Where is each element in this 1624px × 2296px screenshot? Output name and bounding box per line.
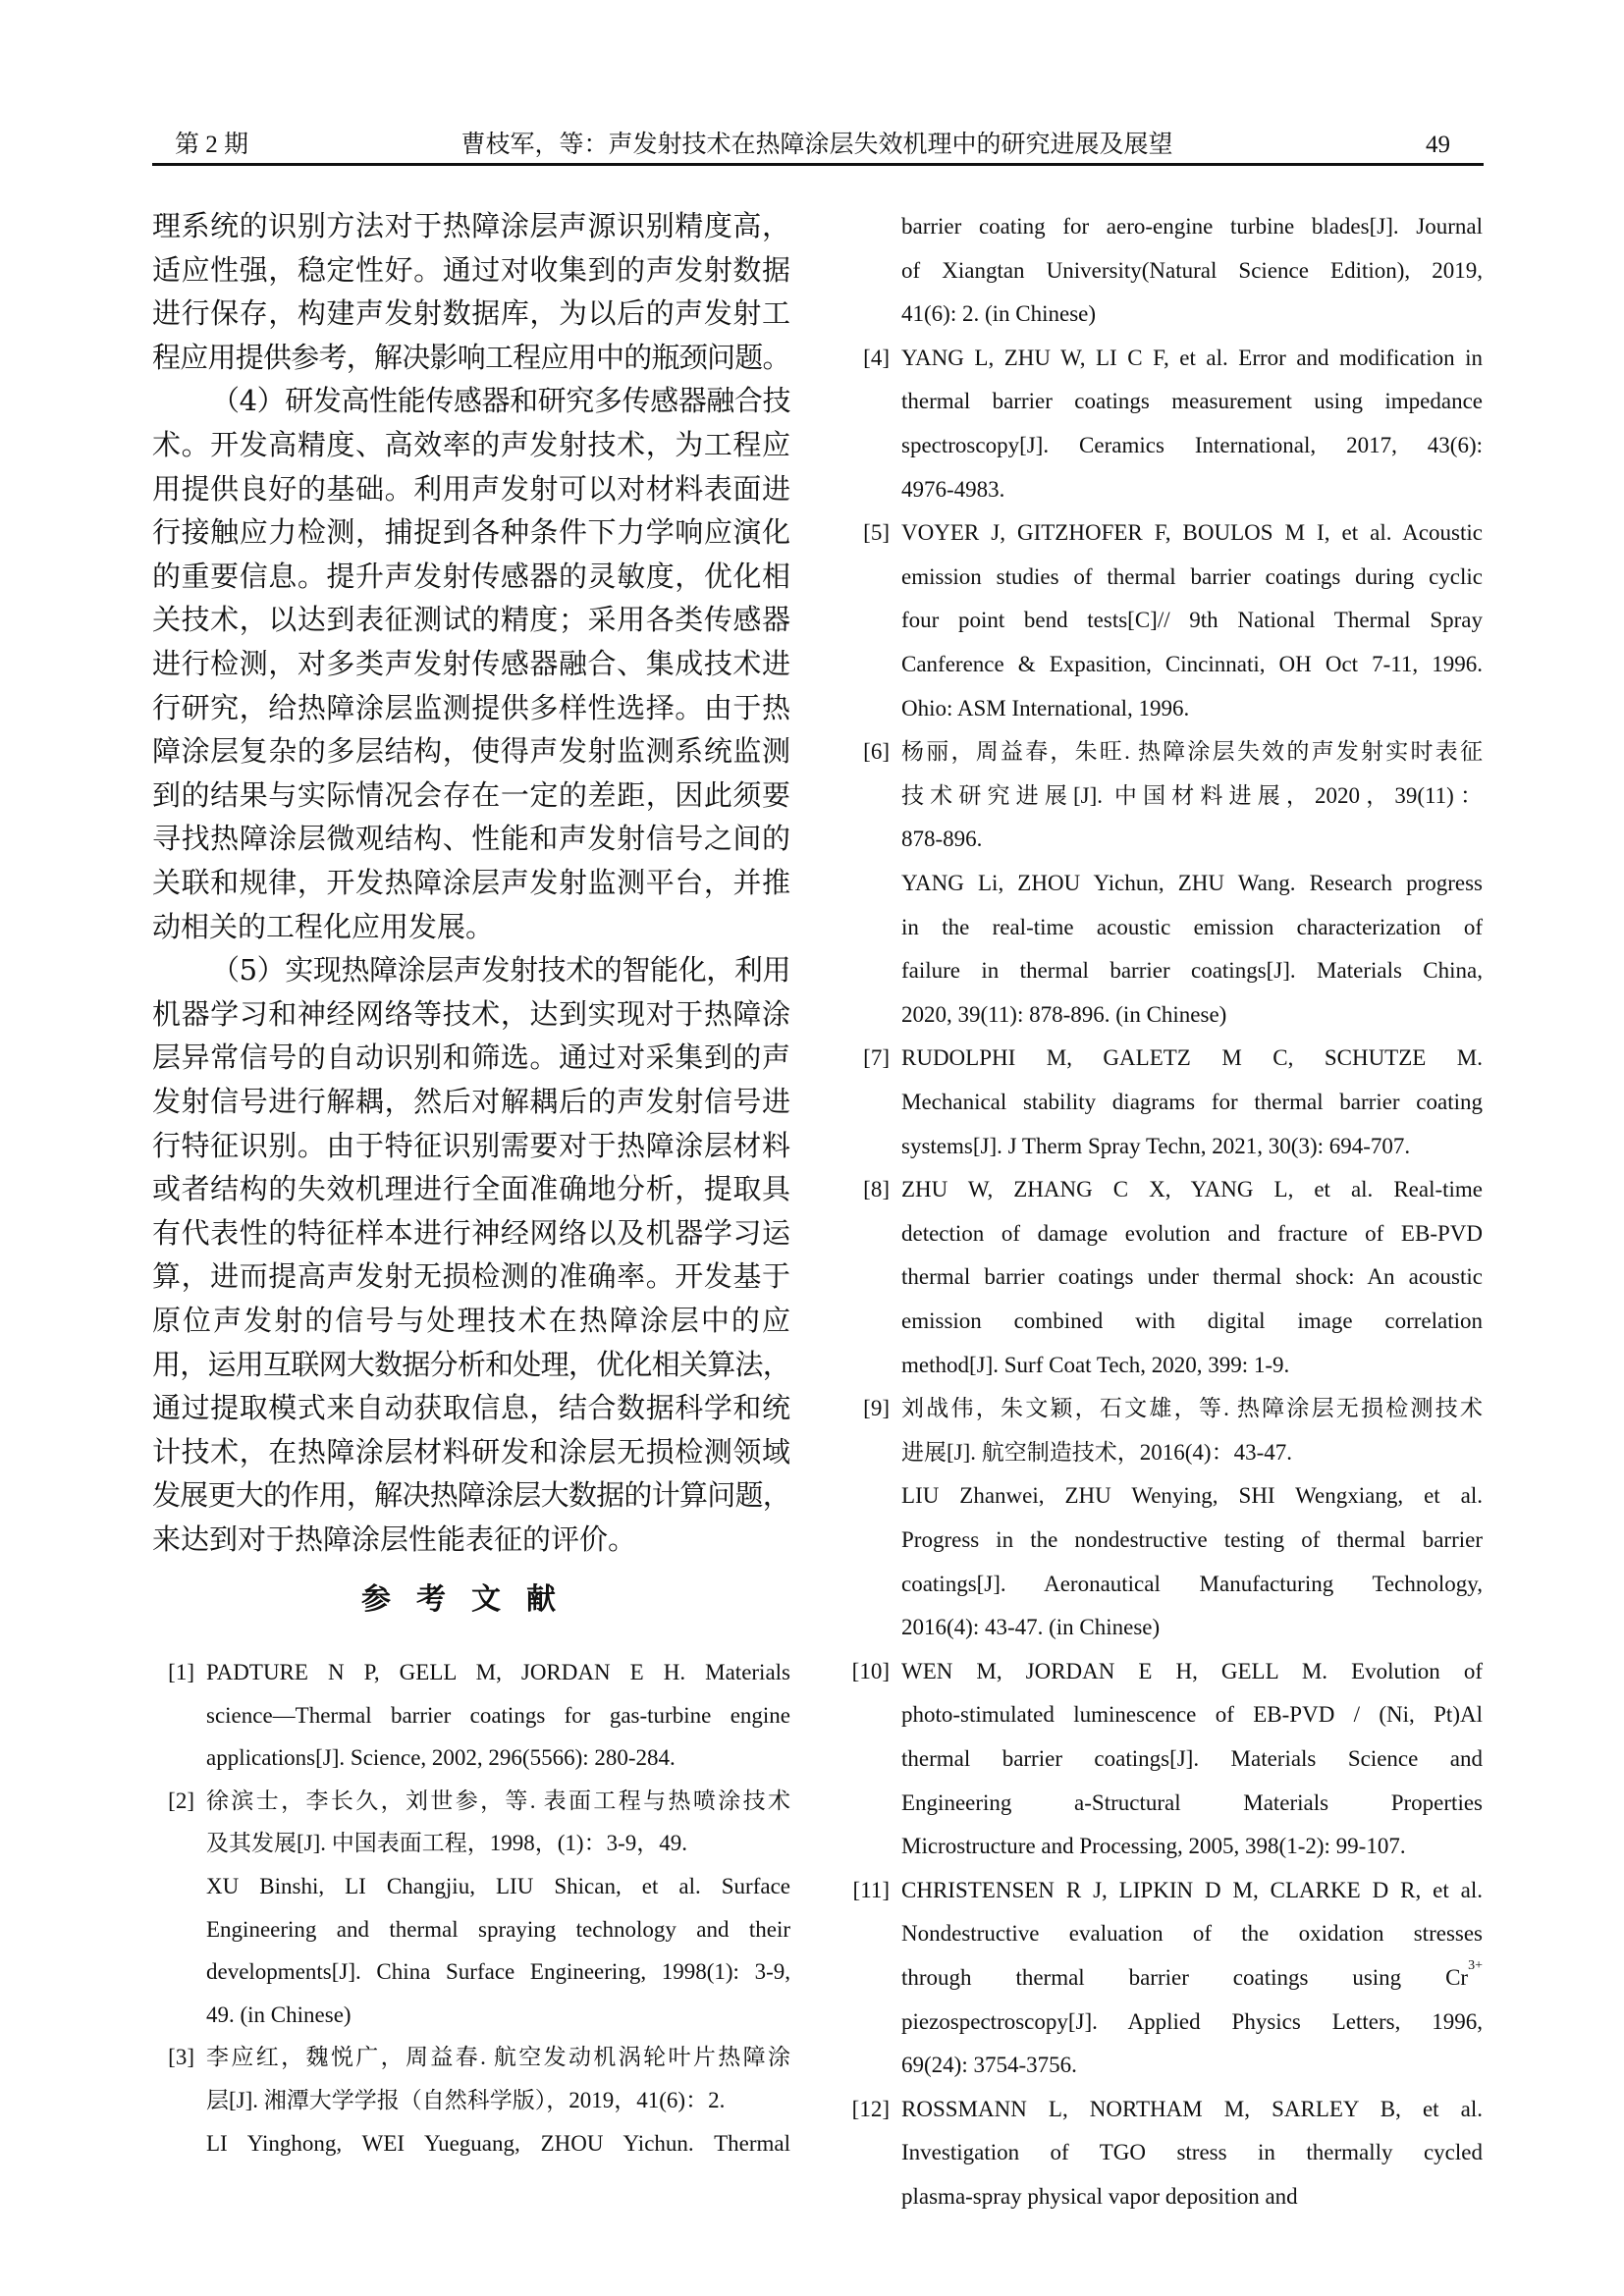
reference-line: 刘战伟，朱文颖，石文雄，等. 热障涂层无损检测技术 <box>901 1396 1483 1421</box>
reference-number: [4] <box>863 345 890 370</box>
body-line: 术。开发高精度、高效率的声发射技术，为工程应 <box>152 428 790 461</box>
reference-line-text: through thermal barrier coatings using Cr <box>901 1965 1469 1990</box>
reference-line: YANG L, ZHU W, LI C F, et al. Error and modification in <box>901 345 1483 370</box>
reference-line: 878-896. <box>901 827 983 852</box>
body-line: 原位声发射的信号与处理技术在热障涂层中的应 <box>152 1304 790 1337</box>
body-line: 机器学习和神经网络等技术，达到实现对于热障涂 <box>152 996 790 1031</box>
reference-number: [2] <box>168 1788 194 1813</box>
reference-line: failure in thermal barrier coatings[J]. Materials China, <box>901 958 1483 984</box>
reference-line: 41(6): 2. (in Chinese) <box>901 301 1097 327</box>
reference-line: LIU Zhanwei, ZHU Wenying, SHI Wengxiang, et al. <box>901 1483 1483 1509</box>
reference-line: four point bend tests[C]// 9th National Thermal Spray <box>901 608 1483 633</box>
reference-line: developments[J]. China Surface Engineering, 1998(1): 3-9, <box>206 1959 790 1985</box>
reference-line <box>901 1956 1483 2000</box>
reference-line: Investigation of TGO stress in thermally cycled <box>901 2140 1483 2165</box>
body-line: （5）实现热障涂层声发射技术的智能化，利用 <box>211 953 790 988</box>
superscript: 3+ <box>1468 1958 1483 1973</box>
reference-line: 2020, 39(11): 878-896. (in Chinese) <box>901 1001 1227 1027</box>
reference-line: Ohio: ASM International, 1996. <box>901 695 1190 721</box>
reference-line: 进展[J]. 航空制造技术，2016(4)：43-47. <box>901 1439 1292 1465</box>
body-line: 计技术，在热障涂层材料研发和涂层无损检测领域 <box>152 1434 790 1468</box>
body-line: 进行检测，对多类声发射传感器融合、集成技术进 <box>152 647 790 680</box>
body-line: 关联和规律，开发热障涂层声发射监测平台，并推 <box>152 866 790 899</box>
body-line: 有代表性的特征样本进行神经网络以及机器学习运 <box>152 1215 790 1250</box>
body-line: 行特征识别。由于特征识别需要对于热障涂层材料 <box>152 1128 790 1162</box>
reference-line: 徐滨士，李长久，刘世参，等. 表面工程与热喷涂技术 <box>206 1788 790 1813</box>
body-line: 动相关的工程化应用发展。 <box>152 909 495 943</box>
reference-line: Mechanical stability diagrams for thermal barrier coating <box>901 1090 1483 1114</box>
reference-number: [9] <box>863 1396 890 1421</box>
reference-line: 4976-4983. <box>901 476 1005 502</box>
reference-line: PADTURE N P, GELL M, JORDAN E H. Materials <box>206 1660 790 1684</box>
running-title: 曹枝军，等：声发射技术在热障涂层失效机理中的研究进展及展望 <box>460 132 1173 158</box>
body-line: 程应用提供参考，解决影响工程应用中的瓶颈问题。 <box>152 340 790 374</box>
body-line: 发展更大的作用，解决热障涂层大数据的计算问题， <box>152 1478 790 1513</box>
reference-line: applications[J]. Science, 2002, 296(5566): 280-284. <box>206 1745 676 1771</box>
reference-line: of Xiangtan University(Natural Science Edition), 2019, <box>901 257 1483 283</box>
reference-line: Canference & Expasition, Cincinnati, OH Oct 7-11, 1996. <box>901 652 1483 676</box>
body-line: 发射信号进行解耦，然后对解耦后的声发射信号进 <box>152 1085 790 1118</box>
reference-line: emission studies of thermal barrier coatings during cyclic <box>901 563 1483 589</box>
body-line: 行接触应力检测，捕捉到各种条件下力学响应演化 <box>152 515 790 550</box>
reference-number: [3] <box>168 2045 194 2070</box>
body-line: 或者结构的失效机理进行全面准确地分析，提取具 <box>152 1172 790 1206</box>
body-line: 用，运用互联网大数据分析和处理，优化相关算法， <box>152 1347 790 1381</box>
reference-line: 李应红，魏悦广，周益春. 航空发动机涡轮叶片热障涂 <box>206 2045 790 2070</box>
reference-line: spectroscopy[J]. Ceramics International, 2017, 43(6): <box>901 433 1483 457</box>
reference-line: 及其发展[J]. 中国表面工程，1998，(1)：3-9，49. <box>206 1831 687 1856</box>
reference-line: Microstructure and Processing, 2005, 398(1-2): 99-107. <box>901 1834 1406 1859</box>
reference-line: piezospectroscopy[J]. Applied Physics Letters, 1996, <box>901 2008 1483 2034</box>
reference-line: ZHU W, ZHANG C X, YANG L, et al. Real-time <box>901 1177 1483 1202</box>
reference-line: VOYER J, GITZHOFER F, BOULOS M I, et al. Acoustic <box>901 520 1483 546</box>
reference-line: plasma-spray physical vapor deposition and <box>901 2184 1298 2209</box>
body-line: 层异常信号的自动识别和筛选。通过对采集到的声 <box>152 1041 790 1075</box>
reference-number: [10] <box>851 1658 890 1683</box>
reference-line: ROSSMANN L, NORTHAM M, SARLEY B, et al. <box>901 2096 1483 2121</box>
body-line: 理系统的识别方法对于热障涂层声源识别精度高， <box>152 209 790 242</box>
reference-number: [6] <box>863 739 890 765</box>
reference-number: [7] <box>863 1045 890 1071</box>
body-line: 关技术，以达到表征测试的精度；采用各类传感器 <box>152 603 790 637</box>
reference-line: barrier coating for aero-engine turbine blades[J]. Journal <box>901 214 1483 239</box>
reference-line: in the real-time acoustic emission characterization of <box>901 914 1483 939</box>
reference-line: 杨丽，周益春，朱旺. 热障涂层失效的声发射实时表征 <box>901 739 1483 765</box>
reference-line: thermal barrier coatings under thermal shock: An acoustic <box>901 1264 1483 1290</box>
reference-line: photo-stimulated luminescence of EB-PVD / (Ni, Pt)Al <box>901 1702 1483 1728</box>
journal-issue: 第 2 期 <box>175 132 249 158</box>
reference-line: YANG Li, ZHOU Yichun, ZHU Wang. Research progress <box>901 871 1483 895</box>
reference-line: science—Thermal barrier coatings for gas-turbine engine <box>206 1702 790 1728</box>
body-line: 算，进而提高声发射无损检测的准确率。开发基于 <box>152 1259 790 1294</box>
reference-line: Engineering a-Structural Materials Properties <box>901 1789 1483 1815</box>
reference-line: coatings[J]. Aeronautical Manufacturing Technology, <box>901 1571 1483 1596</box>
reference-line: 69(24): 3754-3756. <box>901 2053 1077 2078</box>
reference-line: WEN M, JORDAN E H, GELL M. Evolution of <box>901 1658 1483 1683</box>
body-line: 适应性强，稳定性好。通过对收集到的声发射数据 <box>152 252 790 287</box>
body-line: 的重要信息。提升声发射传感器的灵敏度，优化相 <box>152 559 790 593</box>
reference-line: 技术研究进展[J]. 中国材料进展，2020，39(11)： <box>901 782 1483 808</box>
references-heading: 参考文献 <box>361 1582 581 1617</box>
body-line: 通过提取模式来自动获取信息，结合数据科学和统 <box>152 1391 790 1425</box>
reference-line: RUDOLPHI M, GALETZ M C, SCHUTZE M. <box>901 1045 1483 1071</box>
reference-number: [11] <box>852 1877 890 1902</box>
reference-number: [12] <box>851 2096 890 2121</box>
page-number: 49 <box>1426 132 1450 158</box>
reference-line: emission combined with digital image correlation <box>901 1308 1483 1333</box>
body-line: 用提供良好的基础。利用声发射可以对材料表面进 <box>152 471 790 506</box>
reference-line: thermal barrier coatings[J]. Materials Science and <box>901 1746 1483 1771</box>
body-line: 行研究，给热障涂层监测提供多样性选择。由于热 <box>152 690 790 724</box>
body-line: 到的结果与实际情况会存在一定的差距，因此须要 <box>152 777 790 812</box>
reference-line: 49. (in Chinese) <box>206 2002 352 2027</box>
reference-line: thermal barrier coatings measurement using impedance <box>901 389 1483 414</box>
reference-number: [1] <box>168 1660 194 1684</box>
body-line: 进行保存，构建声发射数据库，为以后的声发射工 <box>152 296 790 331</box>
body-line: 障涂层复杂的多层结构，使得声发射监测系统监测 <box>152 734 790 769</box>
body-line: 来达到对于热障涂层性能表征的评价。 <box>152 1522 637 1556</box>
header-rule <box>152 163 1484 166</box>
body-line: 寻找热障涂层微观结构、性能和声发射信号之间的 <box>152 822 790 856</box>
reference-line: XU Binshi, LI Changjiu, LIU Shican, et al. Surface <box>206 1874 790 1898</box>
reference-line: Engineering and thermal spraying technology and their <box>206 1916 790 1942</box>
reference-line: Progress in the nondestructive testing of thermal barrier <box>901 1527 1483 1552</box>
reference-line: LI Yinghong, WEI Yueguang, ZHOU Yichun. Thermal <box>206 2130 790 2156</box>
reference-number: [5] <box>863 520 890 546</box>
reference-line: detection of damage evolution and fracture of EB-PVD <box>901 1220 1483 1246</box>
reference-line: 2016(4): 43-47. (in Chinese) <box>901 1615 1161 1640</box>
reference-number: [8] <box>863 1177 890 1202</box>
reference-line: method[J]. Surf Coat Tech, 2020, 399: 1-9. <box>901 1352 1290 1377</box>
reference-line: Nondestructive evaluation of the oxidation stresses <box>901 1921 1483 1947</box>
body-line: （4）研发高性能传感器和研究多传感器融合技 <box>211 384 790 418</box>
reference-line: CHRISTENSEN R J, LIPKIN D M, CLARKE D R, et al. <box>901 1877 1483 1902</box>
reference-line: systems[J]. J Therm Spray Techn, 2021, 30(3): 694-707. <box>901 1133 1411 1158</box>
reference-line: 层[J]. 湘潭大学学报（自然科学版），2019，41(6)：2. <box>206 2088 726 2112</box>
